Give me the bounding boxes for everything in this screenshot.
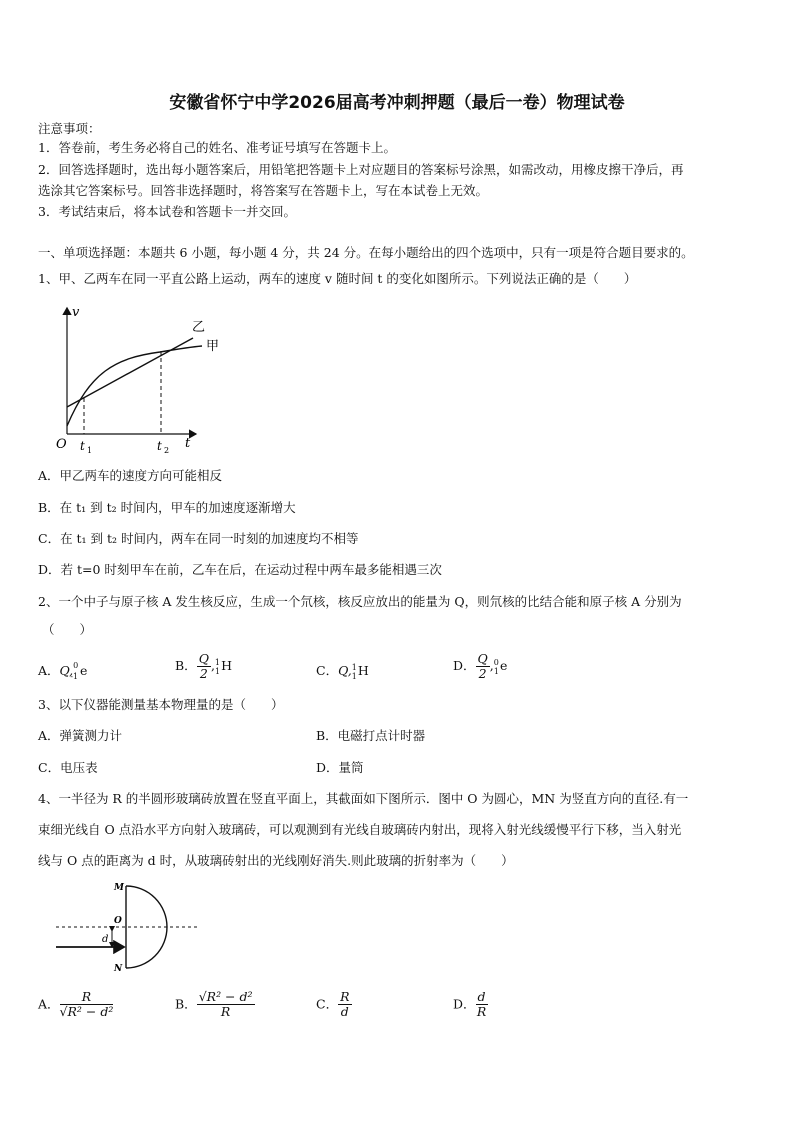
q2-option-b: B． $\frac{Q}{2}$ ,$^1_1$H — [175, 651, 233, 681]
option-label: A． — [38, 663, 60, 679]
q3-stem: 3、以下仪器能测量基本物理量的是（ ） — [38, 697, 284, 712]
q4-option-c: C． $\frac{R}{d}$ — [316, 989, 350, 1019]
q4-option-d: D． $\frac{d}{R}$ — [453, 989, 487, 1019]
q3-option-c: C．电压表 — [38, 760, 98, 775]
q1-option-c: C．在 t₁ 到 t₂ 时间内，两车在同一时刻的加速度均不相等 — [38, 531, 359, 546]
m-label: M — [114, 883, 124, 893]
t1-label: t — [80, 439, 85, 453]
v-label: v — [72, 305, 80, 320]
section-heading: 一、单项选择题：本题共 6 小题，每小题 4 分，共 24 分。在每小题给出的四个选项中，只有一项是符合题目要求的。 — [38, 245, 694, 260]
n-label: N — [114, 964, 123, 974]
q1-option-b: B．在 t₁ 到 t₂ 时间内，甲车的加速度逐渐增大 — [38, 500, 296, 515]
q1-stem: 1、甲、乙两车在同一平直公路上运动，两车的速度 v 随时间 t 的变化如图所示。下列说法正确的是（ ） — [38, 271, 637, 286]
q2-option-a: A．Q,$^0_{-1}$ e — [38, 661, 88, 681]
note-item: 选涂其它答案标号。回答非选择题时，将答案写在答题卡上，写在本试卷上无效。 — [38, 183, 489, 198]
q2-option-c: C．Q,$^1_1$H — [316, 663, 369, 681]
q2-stem-paren: （ ） — [42, 622, 93, 637]
q4-stem: 束细光线自 O 点沿水平方向射入玻璃砖，可以观测到有光线自玻璃砖内射出，现将入射光线缓慢平行下移，当入射光 — [38, 822, 682, 837]
q4-stem: 线与 O 点的距离为 d 时，从玻璃砖射出的光线刚好消失.则此玻璃的折射率为（ ） — [38, 853, 514, 868]
q3-option-b: B．电磁打点计时器 — [316, 728, 426, 743]
yi-line — [67, 338, 193, 407]
q4-glass-figure — [50, 880, 210, 980]
d-label: d — [102, 934, 109, 945]
q4-option-a: A． $\frac{R}{\text{√R² − d²}}$ — [38, 989, 114, 1019]
note-item: 2．回答选择题时，选出每小题答案后，用铅笔把答题卡上对应题目的答案标号涂黑，如需改动，用橡皮擦干净后，再 — [38, 162, 684, 177]
q2-stem: 2、一个中子与原子核 A 发生核反应，生成一个氘核，核反应放出的能量为 Q，则氘核的比结合能和原子核 A 分别为 — [38, 594, 682, 609]
q3-option-a: A．弹簧测力计 — [38, 728, 123, 743]
note-item: 3．考试结束后，将本试卷和答题卡一并交回。 — [38, 204, 296, 219]
option-label: D． — [453, 658, 476, 673]
note-item: 1．答卷前，考生务必将自己的姓名、准考证号填写在答题卡上。 — [38, 140, 396, 155]
jia-curve — [67, 346, 202, 426]
q1-vt-graph — [50, 300, 230, 460]
t2-label: t — [157, 439, 162, 453]
q1-option-d: D．若 t=0 时刻甲车在前，乙车在后，在运动过程中两车最多能相遇三次 — [38, 562, 442, 577]
option-label: B． — [175, 996, 197, 1012]
t1-sub: 1 — [87, 446, 93, 455]
q2-option-d: D． $\frac{Q}{2}$ ,$^0_1$e — [453, 651, 508, 681]
option-label: A． — [38, 996, 60, 1012]
q3-option-d: D．量筒 — [316, 760, 364, 775]
notes-heading: 注意事项： — [38, 121, 101, 136]
o-label: O — [114, 916, 122, 926]
jia-label: 甲 — [206, 339, 220, 354]
option-label: D． — [453, 996, 476, 1012]
option-label: B． — [175, 658, 197, 673]
q4-stem: 4、一半径为 R 的半圆形玻璃砖放置在竖直平面上，其截面如下图所示．图中 O 为圆心，MN 为竖直方向的直径.有一 — [38, 791, 689, 806]
t2-sub: 2 — [164, 446, 170, 455]
exam-title: 安徽省怀宁中学2026届高考冲刺押题（最后一卷）物理试卷 — [169, 93, 625, 113]
t-label: t — [185, 436, 191, 451]
option-label: C． — [316, 996, 339, 1012]
yi-label: 乙 — [192, 320, 206, 335]
origin-label: O — [56, 437, 67, 452]
option-label: C． — [316, 663, 339, 679]
q1-option-a: A．甲乙两车的速度方向可能相反 — [38, 468, 223, 483]
q4-option-b: B． $\frac{\text{√R² − d²}}{R}$ — [175, 989, 253, 1019]
q-symbol: Q, — [59, 663, 74, 679]
